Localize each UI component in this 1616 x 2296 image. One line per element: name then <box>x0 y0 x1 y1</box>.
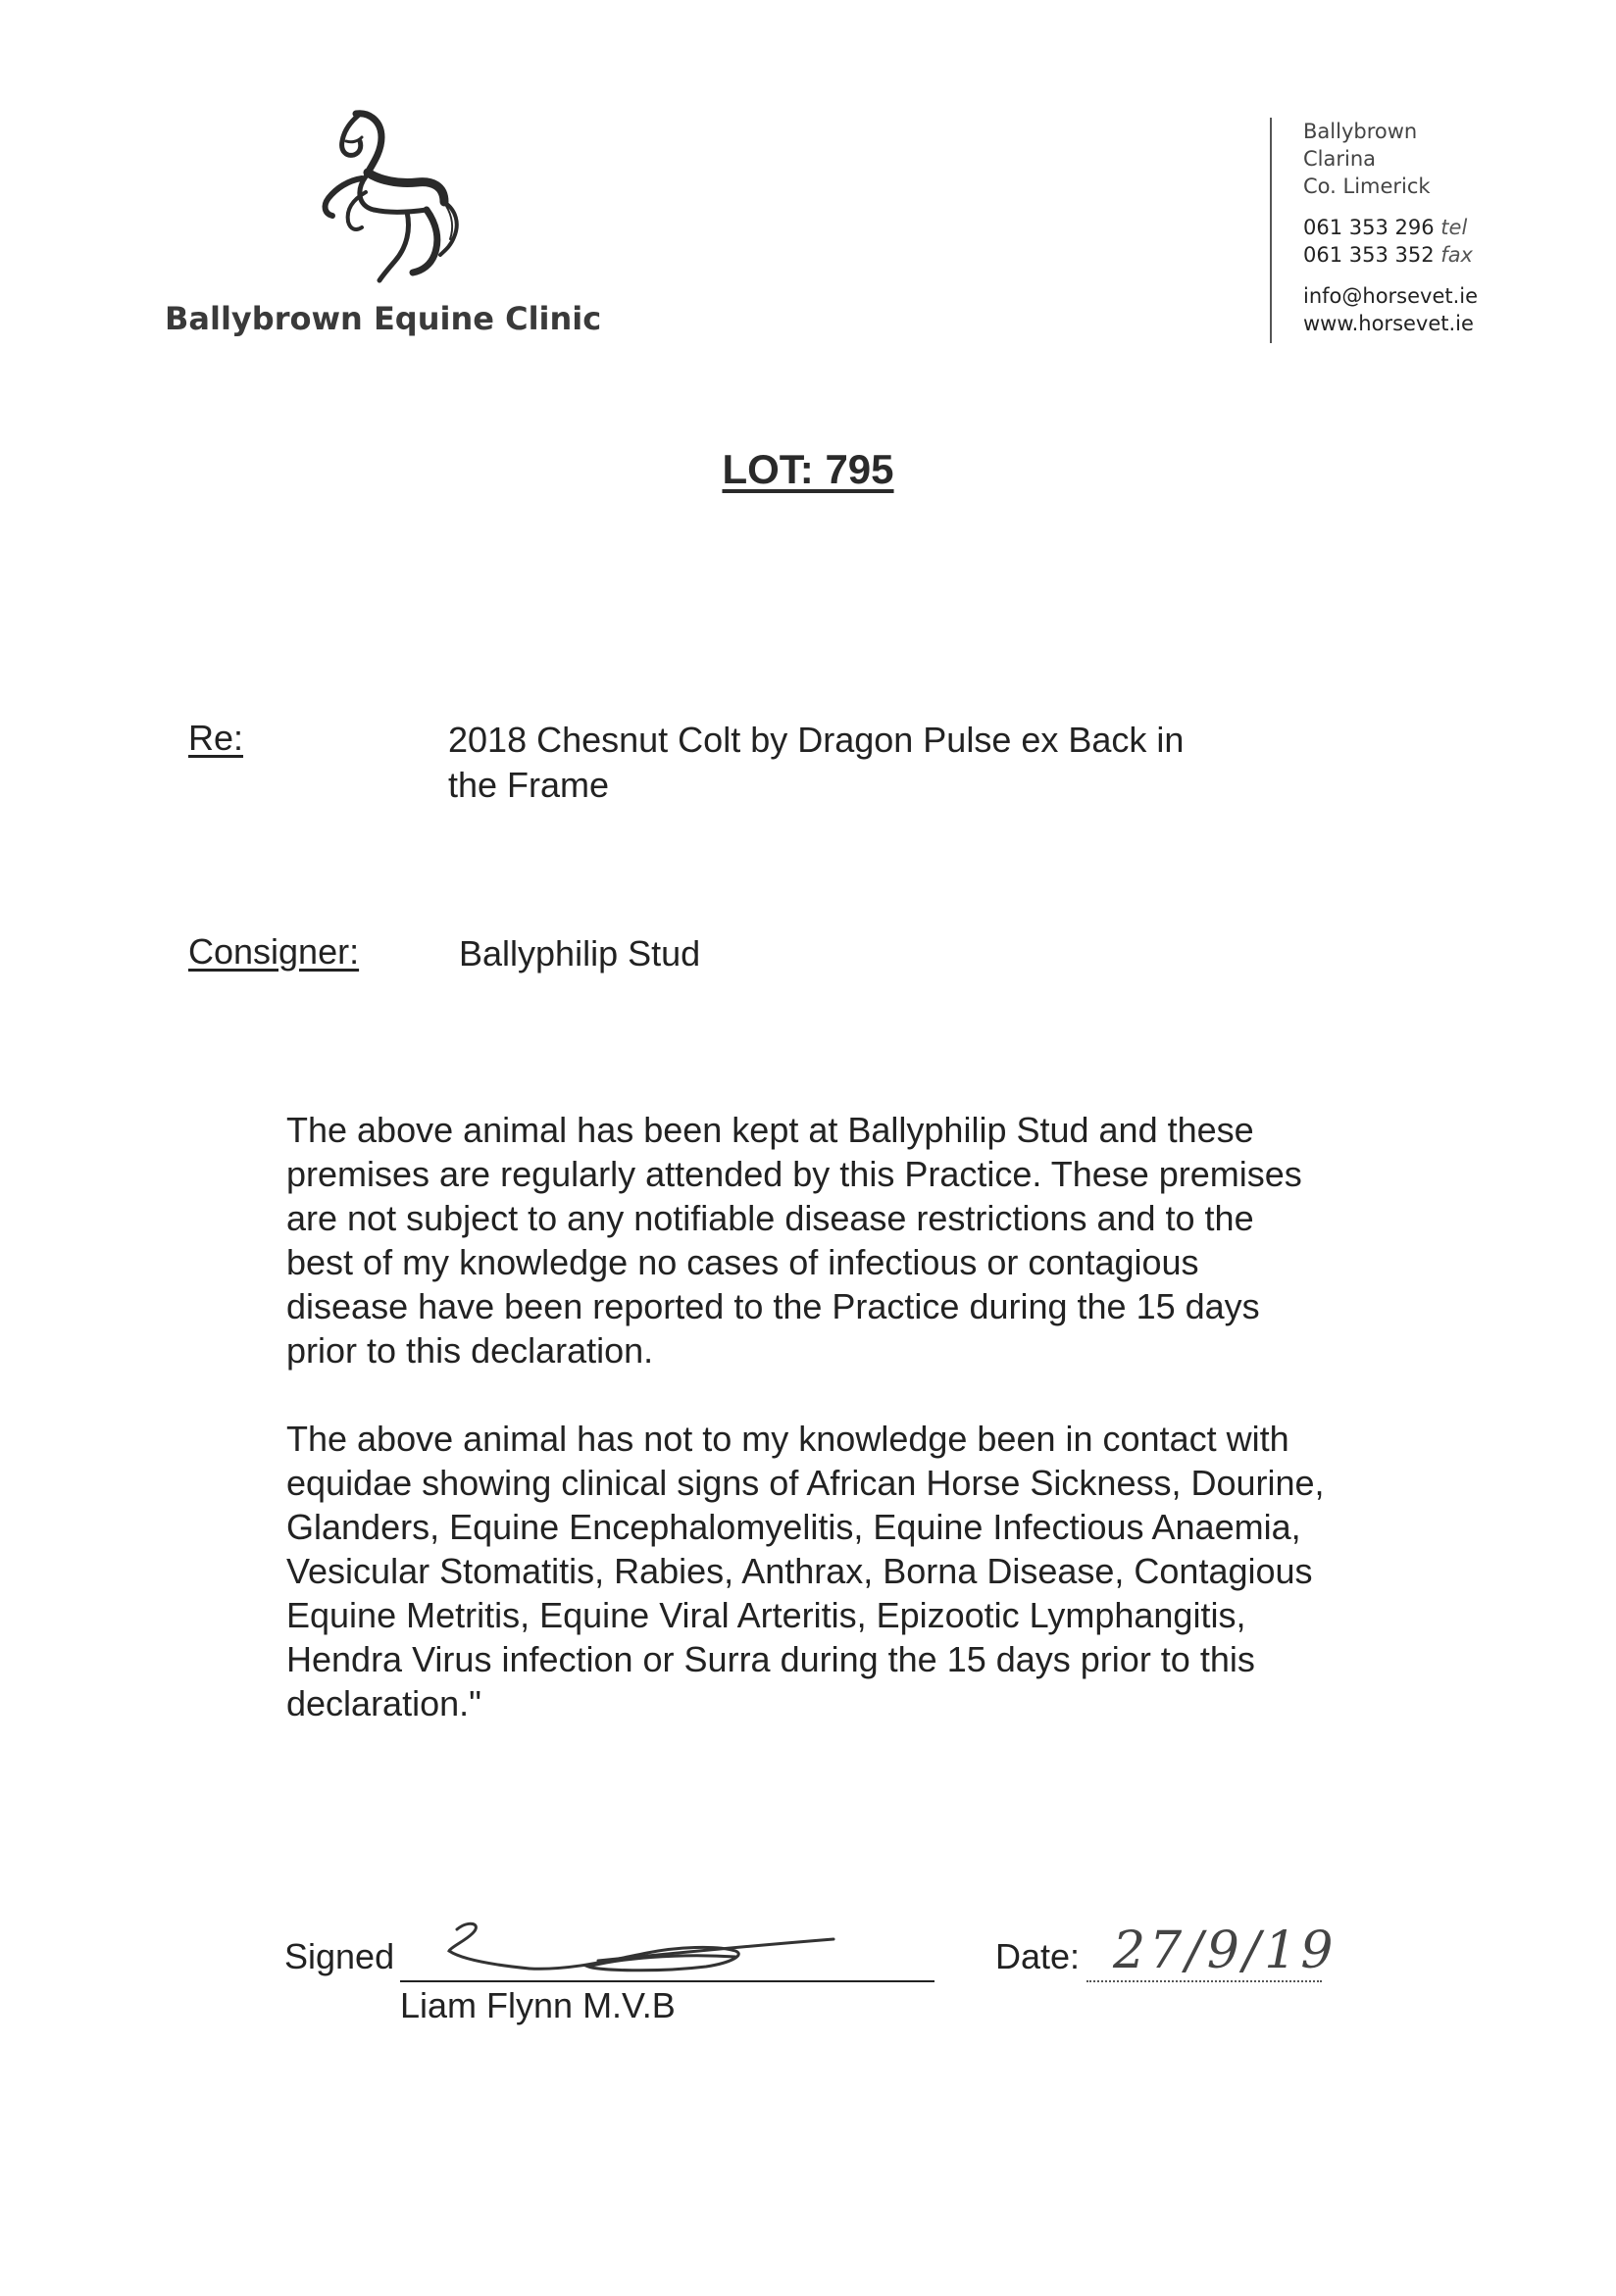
lot-title <box>0 446 1616 493</box>
re-value-line-2: the Frame <box>448 765 610 805</box>
declaration-paragraph-1: The above animal has been kept at Ballyphilip Stud and these premises are regularly attended by this Practice. These premises are not subject to any notifiable disease restrictions and to the best of my knowledge no cases of infectious or contagious disease have been reported to the Practice during the 15 days prior to this declaration. <box>286 1110 1302 1371</box>
date-line <box>1086 1980 1322 1982</box>
consigner-label: Consigner: <box>188 931 360 972</box>
fax-label: fax <box>1440 243 1473 267</box>
clinic-name: Ballybrown Equine Clinic <box>165 300 602 337</box>
tel-label: tel <box>1440 216 1468 239</box>
tel-line <box>1303 214 1478 241</box>
date-label: Date: <box>995 1936 1081 1976</box>
declaration-paragraph-2: The above animal has not to my knowledge been in contact with equidae showing clinical signs of African Horse Sickness, Dourine, Glanders, Equine Encephalomyelitis, Equine Infectious Anaemia, Vesicular Stomatitis, Rabies, Anthrax, Borna Disease, Contagious Equine Metritis, Equine Viral Arteritis, Epizootic Lymphangitis, Hendra Virus infection or Surra during the 15 days prior to this declaration." <box>286 1419 1325 1723</box>
re-value-line-1: 2018 Chesnut Colt by Dragon Pulse ex Back in <box>448 720 1185 760</box>
fax-line <box>1303 241 1478 269</box>
email-link[interactable]: info@horsevet.ie <box>1303 284 1479 308</box>
consigner-value: Ballyphilip Stud <box>459 933 701 973</box>
fax-number: 061 353 352 <box>1303 243 1435 267</box>
tel-number: 061 353 296 <box>1303 216 1435 239</box>
website-link[interactable]: www.horsevet.ie <box>1303 312 1474 335</box>
handwritten-date: 27/9/19 <box>1113 1922 1338 1980</box>
signed-label: Signed <box>284 1936 395 1976</box>
address-block <box>1270 118 1478 343</box>
horse-logo-icon <box>297 108 464 284</box>
handwritten-signature-icon <box>422 1912 873 1990</box>
address-line-1: Ballybrown <box>1303 120 1418 143</box>
signer-name: Liam Flynn M.V.B <box>400 1985 676 2025</box>
address-line-3: Co. Limerick <box>1303 175 1431 198</box>
re-label: Re: <box>188 718 244 758</box>
address-line-2: Clarina <box>1303 147 1377 171</box>
re-value <box>448 718 1184 808</box>
lot-title-text: LOT: 795 <box>722 446 894 492</box>
